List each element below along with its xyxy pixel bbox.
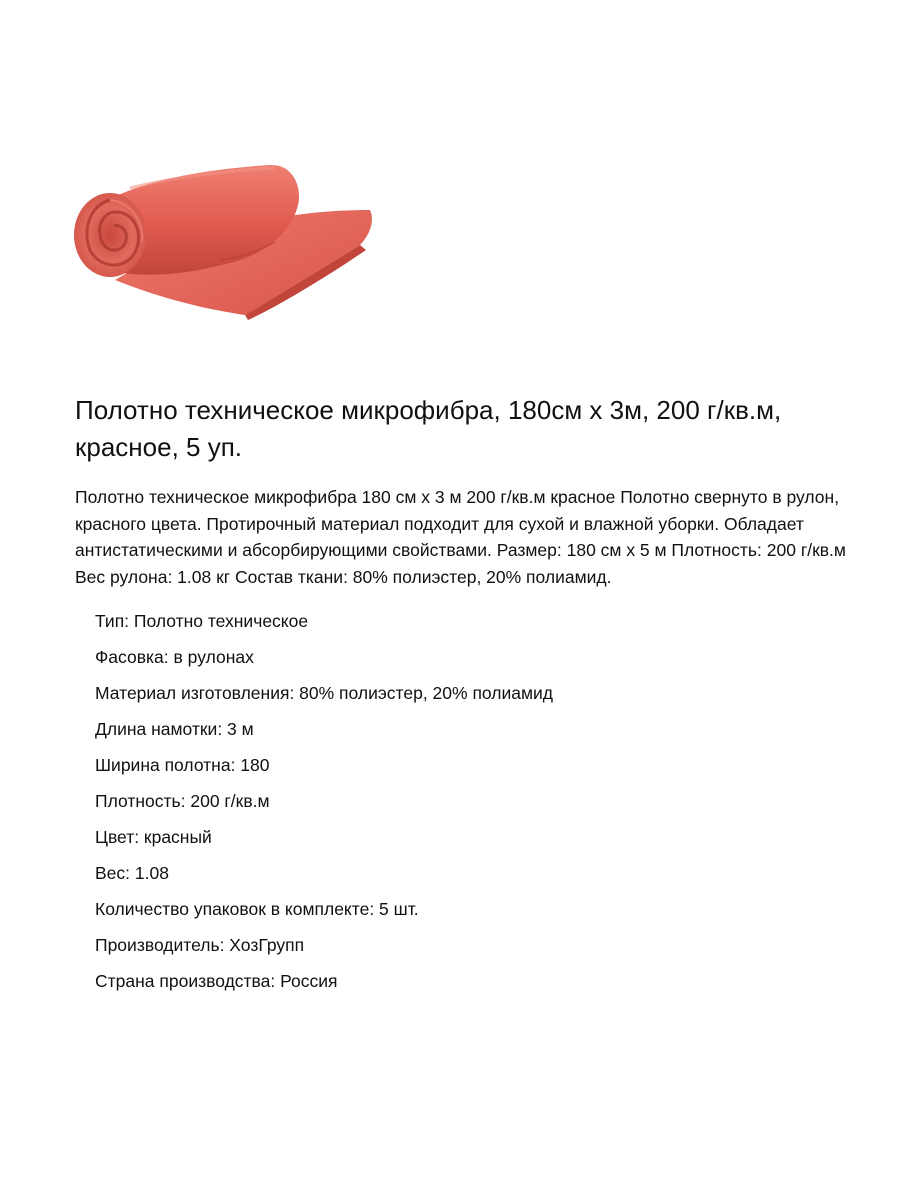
spec-type: Тип: Полотно техническое [95, 611, 309, 631]
spec-manufacturer: Производитель: ХозГрупп [95, 935, 305, 955]
spec-length: Длина намотки: 3 м [95, 719, 254, 739]
spec-material: Материал изготовления: 80% полиэстер, 20% полиамид [95, 683, 553, 703]
spec-density: Плотность: 200 г/кв.м [95, 791, 270, 811]
spec-weight: Вес: 1.08 [95, 863, 169, 883]
spec-width: Ширина полотна: 180 [95, 755, 270, 775]
product-image [70, 150, 380, 320]
red-microfiber-roll-icon [70, 150, 380, 320]
spec-list [95, 606, 855, 1002]
product-title: Полотно техническое микрофибра, 180см х 3м, 200 г/кв.м, красное, 5 уп. [75, 395, 782, 462]
spec-color: Цвет: красный [95, 827, 212, 847]
spec-country: Страна производства: Россия [95, 971, 338, 991]
product-description: Полотно техническое микрофибра 180 см х 3 м 200 г/кв.м красное Полотно свернуто в рулон, красного цвета. Протирочный материал подходит для сухой и влажной уборки. Обладает антистатическими и абсорбирующими свойствами. Размер: 180 см х 5 м Плотность: 200 г/кв.м Вес рулона: 1.08 кг Состав ткани: 80% полиэстер, 20% полиамид. [75, 487, 846, 587]
spec-pack-count: Количество упаковок в комплекте: 5 шт. [95, 899, 419, 919]
spec-packaging: Фасовка: в рулонах [95, 647, 254, 667]
